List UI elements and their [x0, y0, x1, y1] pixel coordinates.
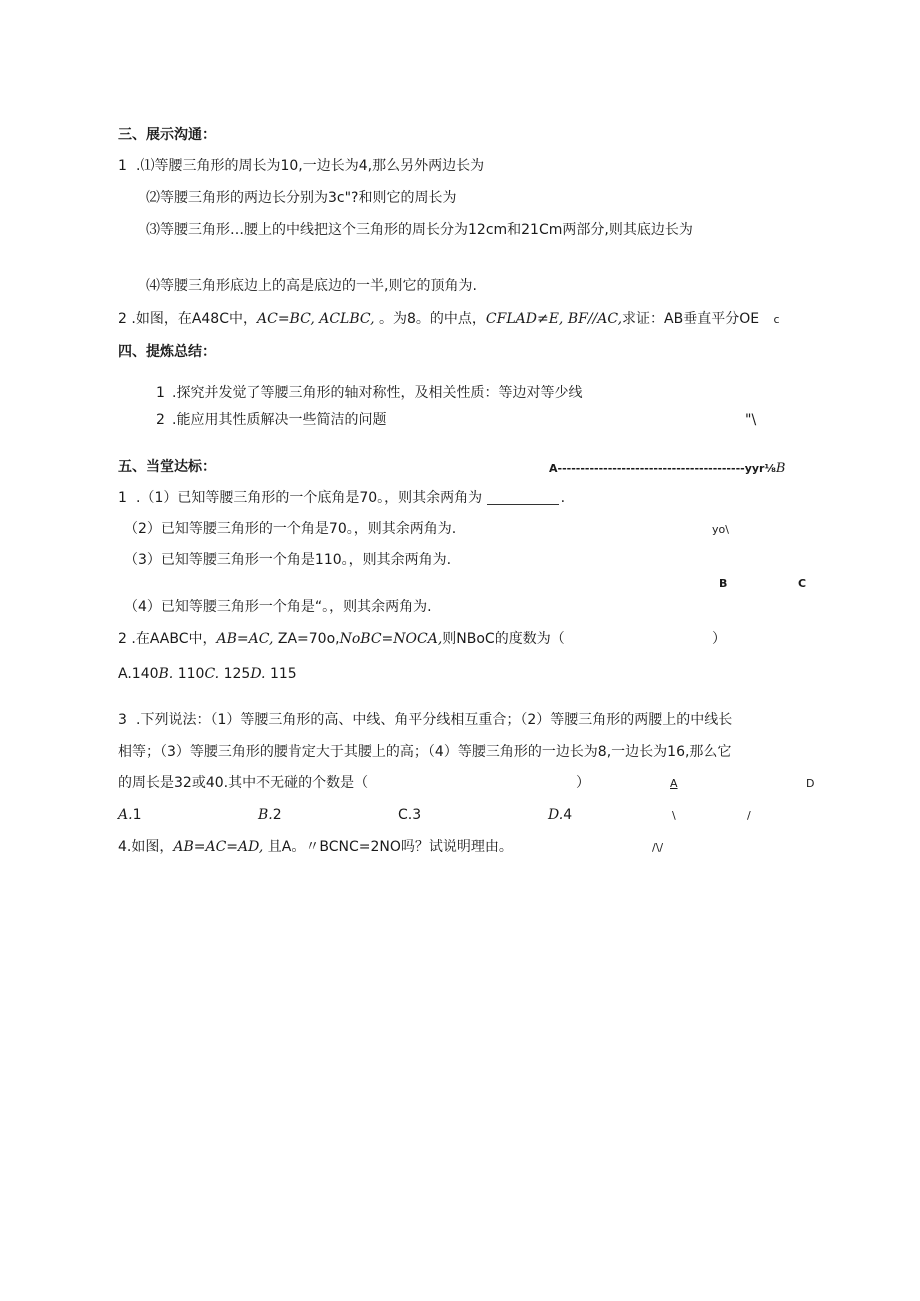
figure-label-d: D [806, 777, 815, 790]
s5-q1-part2: （2）已知等腰三角形的一个角是70。，则其余两角为. [124, 521, 457, 537]
s5-q4-text-b: AB=AC=AD, [173, 839, 264, 855]
s4-item2: .能应用其性质解决一些简洁的问题 [172, 412, 387, 428]
s5-q2-text-d: NoBC=NOCA, [339, 631, 443, 647]
s3-q2-text-a: .如图，在A48C中， [131, 311, 257, 327]
q3-option-b-label: B. [258, 807, 273, 823]
figure-slash: / [747, 809, 751, 822]
figure-line-top [549, 462, 785, 475]
s3-q2-number: 2 [118, 311, 127, 327]
q2-option-b-value[interactable]: 110 [177, 666, 205, 682]
s3-q1-part3: ⑶等腰三角形…腰上的中线把这个三角形的周长分为12cm和21Cm两部分,则其底边长为 [146, 222, 693, 238]
s5-q2-text-e: 则NBoC的度数为（ [442, 631, 565, 647]
s3-q2-text-b: AC=BC, ACLBC, [257, 311, 375, 327]
s5-q1-part1: .（1）已知等腰三角形的一个底角是70。，则其余两角为 [136, 490, 483, 506]
q3-option-d-label: D. [548, 807, 564, 823]
s5-q2-number: 2 [118, 631, 127, 647]
figure-bottom-lines: /\/ [652, 841, 664, 854]
s5-q1-part1-end: . [560, 490, 566, 506]
figure-label-a: A [670, 777, 678, 790]
s3-q2-text-c: 。为8。的中点， [379, 311, 486, 327]
q3-option-d-value: 4 [563, 807, 573, 823]
section-5-heading: 五、当堂达标： [118, 459, 216, 475]
q3-option-a[interactable] [118, 808, 141, 822]
s3-q1-part4: ⑷等腰三角形底边上的高是底边的一半,则它的顶角为. [146, 278, 477, 294]
s5-q3-line2: 相等；（3）等腰三角形的腰肯定大于其腰上的高；（4）等腰三角形的一边长为8,一边长为16,那么它 [118, 744, 732, 760]
s5-q1-part4: （4）已知等腰三角形一个角是“。，则其余两角为. [124, 599, 432, 615]
figure-line-a: A-----------------------------------------yyr⅛ [549, 462, 776, 475]
s5-q3-line1: .下列说法：（1）等腰三角形的高、中线、角平分线相互重合；（2）等腰三角形的两腰上的中线长 [136, 712, 733, 728]
s3-q1-part1: .⑴等腰三角形的周长为10,一边长为4,那么另外两边长为 [136, 158, 485, 174]
s5-q1-part3: （3）已知等腰三角形一个角是110。，则其余两角为. [124, 552, 452, 568]
s3-q2 [118, 312, 780, 326]
s5-q1-line1 [136, 491, 565, 505]
s4-item1-number: 1 [156, 385, 165, 401]
q2-option-c-value[interactable]: 125 [223, 666, 251, 682]
q2-option-c-label[interactable]: C. [204, 666, 220, 682]
s3-q2-text-e: 求证：AB垂直平分OE [622, 311, 760, 327]
figure-backslash: \ [672, 809, 676, 822]
q2-option-a[interactable]: A.140 [118, 666, 159, 682]
s4-item1: .探究并发觉了等腰三角形的轴对称性，及相关性质：等边对等少线 [172, 385, 583, 401]
figure-label-b: B [719, 577, 728, 590]
s5-q4-text-c: 且A。〃BCNC=2NO吗？试说明理由。 [267, 839, 513, 855]
s5-q1-number: 1 [118, 490, 127, 506]
figure-label-yo: yo\ [712, 523, 729, 536]
s3-q2-text-f: c [773, 313, 780, 326]
s3-q2-text-d: CFLAD≠E, BF//AC, [485, 311, 623, 327]
q3-option-d[interactable] [548, 808, 572, 822]
q2-option-d-label[interactable]: D. [250, 666, 266, 682]
s5-q2-close-paren: ） [712, 631, 726, 647]
s5-q2-text-c: ZA=70o, [277, 631, 340, 647]
q3-option-c[interactable]: C.3 [398, 807, 422, 823]
s4-item2-number: 2 [156, 412, 165, 428]
q2-option-d-value[interactable]: 115 [269, 666, 297, 682]
q2-option-b-label[interactable]: B. [158, 666, 174, 682]
s5-q2-options [118, 667, 297, 681]
s3-q1-part2: ⑵等腰三角形的两边长分别为3c"?和则它的周长为 [146, 190, 457, 206]
s3-q1-number: 1 [118, 158, 127, 174]
s5-q2 [118, 632, 565, 646]
figure-label-c: C [798, 577, 807, 590]
q3-option-a-label: A. [118, 807, 133, 823]
section-3-heading: 三、展示沟通： [118, 127, 216, 143]
q3-option-b-value: 2 [272, 807, 282, 823]
s5-q2-text-b: AB=AC, [216, 631, 274, 647]
figure-line-b: B [775, 461, 786, 476]
s4-mark: "\ [745, 412, 757, 428]
answer-blank[interactable] [487, 492, 559, 505]
q3-option-a-value: 1 [132, 807, 142, 823]
section-4-heading: 四、提炼总结： [118, 344, 216, 360]
s5-q2-text-a: .在AABC中， [131, 631, 217, 647]
s5-q3-number: 3 [118, 712, 127, 728]
s5-q3-close-paren: ） [576, 775, 590, 791]
q3-option-b[interactable] [258, 808, 282, 822]
s5-q3-line3: 的周长是32或40.其中不无碰的个数是（ [118, 775, 369, 791]
s5-q4-text-a: 4.如图， [118, 839, 174, 855]
s5-q4 [118, 840, 513, 854]
